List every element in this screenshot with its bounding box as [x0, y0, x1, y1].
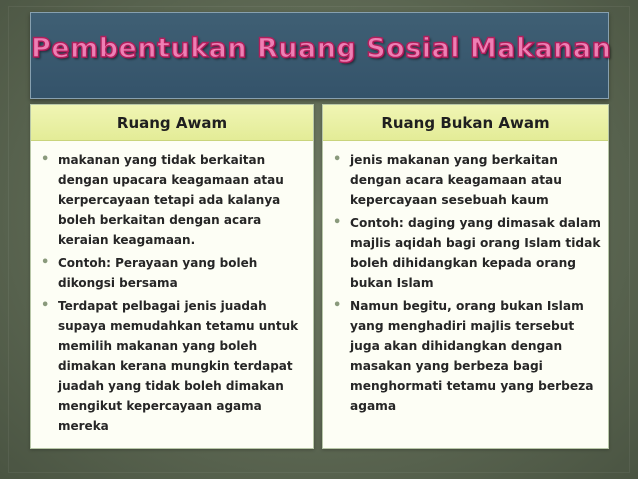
bullet-list: [323, 141, 608, 416]
column-heading: Ruang Awam: [31, 105, 313, 141]
bullet-item: • Contoh: daging yang dimasak dalam majlis aqidah bagi orang Islam tidak boleh dihidangkan kepada orang bukan Islam: [331, 213, 602, 293]
bullet-item: • Terdapat pelbagai jenis juadah supaya memudahkan tetamu untuk memilih makanan yang boleh dimakan kerana mungkin terdapat juadah yang tidak boleh dimakan mengikut kepercayaan agama mereka: [39, 296, 307, 436]
title-bar: [30, 12, 612, 99]
column-ruang-awam: [30, 104, 314, 449]
bullet-item: • jenis makanan yang berkaitan dengan acara keagamaan atau kepercayaan sesebuah kaum: [331, 150, 602, 210]
column-heading: Ruang Bukan Awam: [323, 105, 608, 141]
bullet-list: [31, 141, 313, 436]
bullet-item: • Namun begitu, orang bukan Islam yang menghadiri majlis tersebut juga akan dihidangkan dengan masakan yang berbeza bagi menghormati tetamu yang berbeza agama: [331, 296, 602, 416]
bullet-item: • makanan yang tidak berkaitan dengan upacara keagamaan atau kerpercayaan tetapi ada kalanya boleh berkaitan dengan acara keraian keagamaan.: [39, 150, 307, 250]
slide-title: Pembentukan Ruang Sosial Makanan: [31, 33, 612, 64]
column-ruang-bukan-awam: [322, 104, 609, 449]
bullet-item: • Contoh: Perayaan yang boleh dikongsi bersama: [39, 253, 307, 293]
